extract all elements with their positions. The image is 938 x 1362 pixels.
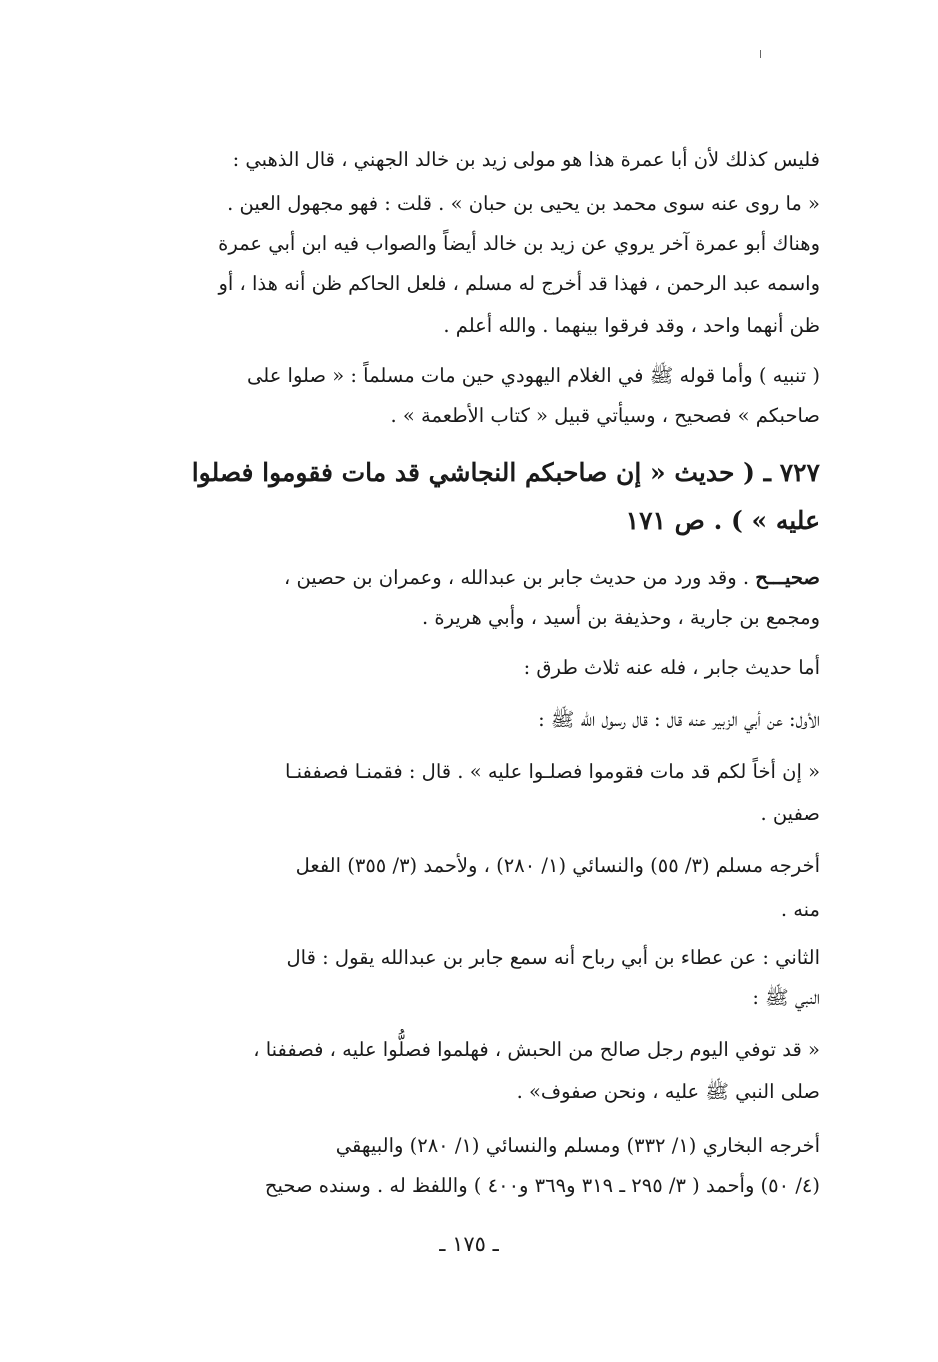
- text-line: الثاني : عن عطاء بن أبي رباح أنه سمع جابر بن عبدالله يقول : قال: [286, 946, 820, 969]
- text-line: واسمه عبد الرحمن ، فهذا قد أخرج له مسلم ، فلعل الحاكم ظن أنه هذا ، أو: [218, 272, 820, 295]
- text-line: وهناك أبو عمرة آخر يروي عن زيد بن خالد أيضاً والصواب فيه ابن أبي عمرة: [218, 232, 820, 255]
- hadith-heading-line: ٧٢٧ ـ ( حديث « إن صاحبكم النجاشي قد مات فقوموا فصلوا: [191, 458, 820, 487]
- text-line: ظن أنهما واحد ، وقد فرقوا بينهما . والله أعلم .: [443, 314, 820, 337]
- text-line: أما حديث جابر ، فله عنه ثلاث طرق :: [523, 656, 820, 679]
- ruling-line-rest: . وقد ورد من حديث جابر بن عبدالله ، وعمران بن حصين ،: [283, 566, 756, 589]
- ruling-line: [120, 564, 820, 592]
- quote-line: « إن أخاً لكم قد مات فقوموا فصلـوا عليه » . قال : فقمنـا فصففنـا: [285, 760, 820, 783]
- hadith-heading-line: عليه » ) . ص ١٧١: [625, 506, 820, 535]
- page-number: ـ ١٧٥ ـ: [439, 1232, 499, 1256]
- text-line: فليس كذلك لأن أبا عمرة هذا هو مولى زيد بن خالد الجهني ، قال الذهبي :: [232, 148, 820, 171]
- note-line: ( تنبيه ) وأما قوله ﷺ في الغلام اليهودي حين مات مسلماً : « صلوا على: [247, 364, 820, 387]
- scan-mark: [760, 50, 761, 58]
- ruling-word: صحيـــح: [755, 566, 820, 589]
- text-line: ومجمع بن جارية ، وحذيفة بن أسيد ، وأبي هريرة .: [422, 606, 820, 629]
- takhrij-line: أخرجه مسلم (٣/ ٥٥) والنسائي (١/ ٢٨٠) ، ولأحمد (٣/ ٣٥٥) الفعل: [295, 854, 820, 877]
- note-line: صاحبكم » فصحيح ، وسيأتي قبيل « كتاب الأطعمة » .: [390, 404, 820, 427]
- quote-line: « قد توفي اليوم رجل صالح من الحبش ، فهلموا فصلُّوا عليه ، فصففنا ،: [253, 1038, 820, 1061]
- quote-line: صلى النبي ﷺ عليه ، ونحن صفوف» .: [516, 1080, 820, 1103]
- quote-line: صفين .: [760, 802, 820, 825]
- text-line: الأول: عن أبي الزبير عنه قال : قال رسول الله ﷺ :: [538, 708, 820, 731]
- takhrij-line: (٤/ ٥٠) وأحمد ( ٣/ ٢٩٥ ـ ٣١٩ و٣٦٩ و٤٠٠ ) واللفظ له . وسنده صحيح: [264, 1174, 820, 1197]
- takhrij-line: منه .: [780, 898, 820, 921]
- text-line: « ما روى عنه سوى محمد بن يحيى بن حبان » . قلت : فهو مجهول العين .: [227, 192, 820, 215]
- text-line: النبي ﷺ :: [752, 986, 820, 1009]
- takhrij-line: أخرجه البخاري (١/ ٣٣٢) ومسلم والنسائي (١/ ٢٨٠) والبيهقي: [335, 1134, 820, 1157]
